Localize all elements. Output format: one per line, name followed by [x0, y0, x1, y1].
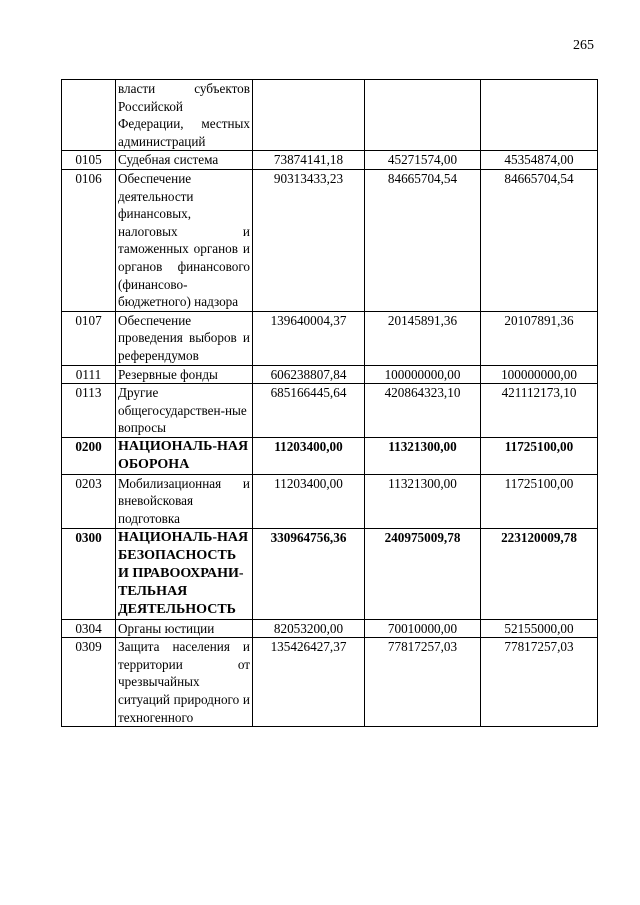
section-code-cell: 0111: [62, 365, 116, 384]
amount-cell-2: 45271574,00: [365, 151, 481, 170]
section-name-cell: Обеспечение проведения выборов и референдумов: [116, 311, 253, 365]
amount-cell-3: 20107891,36: [481, 311, 598, 365]
table-row: [62, 384, 598, 438]
section-code-cell: 0203: [62, 474, 116, 528]
section-code-cell: 0106: [62, 169, 116, 311]
amount-cell-1: 606238807,84: [253, 365, 365, 384]
amount-cell-1: 139640004,37: [253, 311, 365, 365]
section-code-cell: 0107: [62, 311, 116, 365]
amount-cell-2: 77817257,03: [365, 638, 481, 727]
amount-cell-3: 11725100,00: [481, 437, 598, 474]
section-name-cell: Другие общегосударствен-ные вопросы: [116, 384, 253, 438]
amount-cell-3: [481, 80, 598, 151]
table-row: [62, 365, 598, 384]
amount-cell-3: 11725100,00: [481, 474, 598, 528]
section-name-cell: НАЦИОНАЛЬ-НАЯ БЕЗОПАСНОСТЬ И ПРАВООХРАНИ-ТЕЛЬНАЯ ДЕЯТЕЛЬНОСТЬ: [116, 528, 253, 619]
amount-cell-2: 100000000,00: [365, 365, 481, 384]
amount-cell-3: 84665704,54: [481, 169, 598, 311]
section-name-cell: Органы юстиции: [116, 619, 253, 638]
section-name-cell: НАЦИОНАЛЬ-НАЯ ОБОРОНА: [116, 437, 253, 474]
section-code-cell: 0300: [62, 528, 116, 619]
table-row-section-heading: [62, 528, 598, 619]
amount-cell-1: 685166445,64: [253, 384, 365, 438]
section-name-cell: Резервные фонды: [116, 365, 253, 384]
table-row-section-heading: [62, 437, 598, 474]
page-number: 265: [573, 38, 594, 53]
amount-cell-2: 11321300,00: [365, 474, 481, 528]
table-row: [62, 151, 598, 170]
amount-cell-1: 11203400,00: [253, 437, 365, 474]
section-name-cell: Защита населения и территории от чрезвычайных ситуаций природного и техногенного: [116, 638, 253, 727]
section-code-cell: 0105: [62, 151, 116, 170]
table-row: [62, 80, 598, 151]
amount-cell-1: [253, 80, 365, 151]
section-code-cell: 0113: [62, 384, 116, 438]
amount-cell-2: 20145891,36: [365, 311, 481, 365]
section-name-cell: власти субъектов Российской Федерации, местных администраций: [116, 80, 253, 151]
amount-cell-2: 84665704,54: [365, 169, 481, 311]
amount-cell-2: 240975009,78: [365, 528, 481, 619]
table-row: [62, 169, 598, 311]
section-code-cell: 0200: [62, 437, 116, 474]
amount-cell-3: 77817257,03: [481, 638, 598, 727]
table-row: [62, 619, 598, 638]
amount-cell-3: 45354874,00: [481, 151, 598, 170]
amount-cell-2: 420864323,10: [365, 384, 481, 438]
amount-cell-2: [365, 80, 481, 151]
amount-cell-1: 330964756,36: [253, 528, 365, 619]
section-name-cell: Мобилизационная и вневойсковая подготовка: [116, 474, 253, 528]
amount-cell-1: 82053200,00: [253, 619, 365, 638]
section-code-cell: 0304: [62, 619, 116, 638]
table-row: [62, 638, 598, 727]
amount-cell-1: 73874141,18: [253, 151, 365, 170]
amount-cell-1: 135426427,37: [253, 638, 365, 727]
amount-cell-2: 11321300,00: [365, 437, 481, 474]
table-row: [62, 474, 598, 528]
amount-cell-3: 421112173,10: [481, 384, 598, 438]
amount-cell-1: 90313433,23: [253, 169, 365, 311]
amount-cell-3: 223120009,78: [481, 528, 598, 619]
budget-table-body: [62, 80, 598, 727]
section-code-cell: [62, 80, 116, 151]
section-code-cell: 0309: [62, 638, 116, 727]
amount-cell-1: 11203400,00: [253, 474, 365, 528]
section-name-cell: Судебная система: [116, 151, 253, 170]
table-row: [62, 311, 598, 365]
section-name-cell: Обеспечение деятельности финансовых, налоговых и таможенных органов и органов финансового (финансово-бюджетного) надзора: [116, 169, 253, 311]
amount-cell-2: 70010000,00: [365, 619, 481, 638]
budget-table: [61, 79, 598, 727]
amount-cell-3: 52155000,00: [481, 619, 598, 638]
amount-cell-3: 100000000,00: [481, 365, 598, 384]
